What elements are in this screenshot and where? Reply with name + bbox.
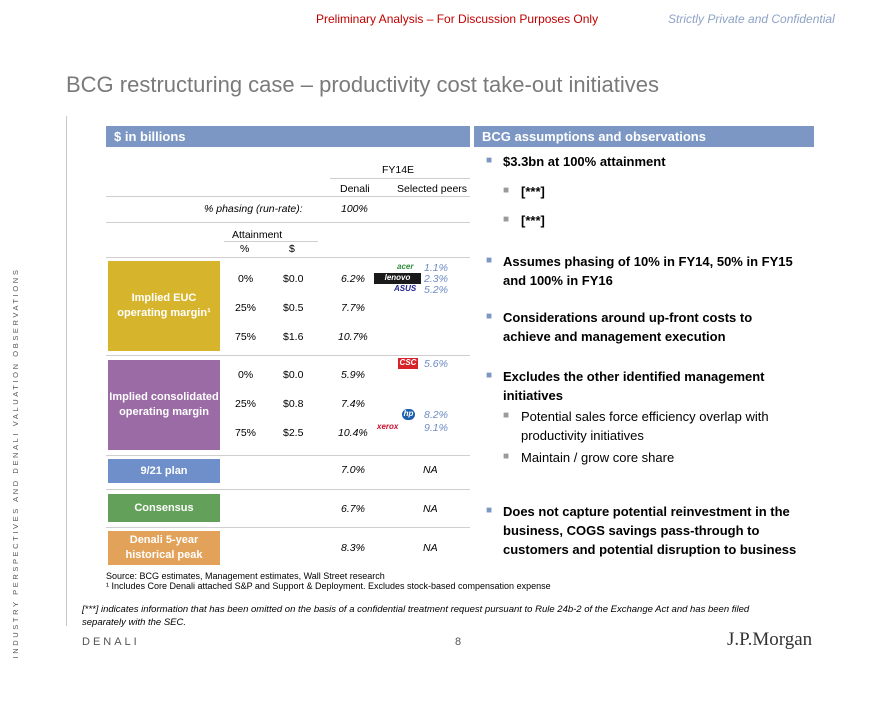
cons-rule bbox=[106, 455, 470, 456]
lenovo-logo-icon: lenovo bbox=[374, 273, 421, 284]
sub-bullet-icon: ■ bbox=[503, 451, 510, 462]
consensus-rule bbox=[106, 527, 470, 528]
plan-margin: 7.0% bbox=[341, 464, 365, 476]
cons-usd-1: $0.8 bbox=[283, 398, 304, 410]
peer-value-lenovo: 2.3% bbox=[424, 273, 448, 285]
peer-value-csc: 5.6% bbox=[424, 358, 448, 370]
col-peers: Selected peers bbox=[397, 183, 468, 195]
euc-margin-2: 10.7% bbox=[338, 331, 368, 343]
plan-rule bbox=[106, 489, 470, 490]
cons-margin-1: 7.4% bbox=[341, 398, 365, 410]
cons-pct-2: 75% bbox=[235, 427, 257, 439]
page-number: 8 bbox=[455, 636, 462, 648]
sub-rule bbox=[106, 257, 470, 258]
dollar-header: $ bbox=[289, 243, 295, 255]
plan-box: 9/21 plan bbox=[108, 459, 220, 483]
peer-value-acer: 1.1% bbox=[424, 262, 448, 274]
csc-logo-icon: CSC bbox=[399, 358, 417, 367]
pct-header: % bbox=[240, 243, 250, 255]
peak-margin: 8.3% bbox=[341, 542, 365, 554]
euc-usd-1: $0.5 bbox=[283, 302, 304, 314]
cons-pct-1: 25% bbox=[235, 398, 257, 410]
peak-peers: NA bbox=[423, 542, 438, 554]
hp-logo-icon: hp bbox=[403, 409, 414, 418]
xerox-logo-icon: xerox bbox=[377, 422, 399, 431]
phasing-rule bbox=[106, 222, 470, 223]
cons-margin-2: 10.4% bbox=[338, 427, 368, 439]
bullet-icon: ■ bbox=[486, 311, 493, 322]
peer-value-hp: 8.2% bbox=[424, 409, 448, 421]
consolidated-margin-box: Implied consolidated operating margin bbox=[108, 360, 220, 450]
consensus-box: Consensus bbox=[108, 494, 220, 522]
euc-pct-2: 75% bbox=[235, 331, 257, 343]
attainment-underline bbox=[224, 241, 318, 242]
acer-logo-icon: acer bbox=[397, 262, 414, 271]
euc-rule bbox=[106, 355, 470, 356]
euc-pct-1: 25% bbox=[235, 302, 257, 314]
phasing-label: % phasing (run-rate): bbox=[204, 203, 303, 215]
fy-label: FY14E bbox=[381, 164, 415, 176]
bullet-3: Considerations around up-front costs to achieve and management execution bbox=[503, 310, 753, 344]
euc-usd-2: $1.6 bbox=[283, 331, 304, 343]
asus-logo-icon: ASUS bbox=[394, 284, 417, 293]
jpmorgan-logo: J.P.Morgan bbox=[727, 629, 813, 650]
euc-margin-1: 7.7% bbox=[341, 302, 365, 314]
sub-bullet-icon: ■ bbox=[503, 214, 510, 225]
col-denali: Denali bbox=[340, 183, 370, 195]
omission-note: [***] indicates information that has been omitted on the basis of a confidential treatment request pursuant to Rule 24b-2 of the Exchange Act and has been filed separately with the SEC. bbox=[82, 604, 750, 628]
euc-margin-0: 6.2% bbox=[341, 273, 365, 285]
bullet-icon: ■ bbox=[486, 155, 493, 166]
bullet-icon: ■ bbox=[486, 505, 493, 516]
bullet-icon: ■ bbox=[486, 255, 493, 266]
cons-margin-0: 5.9% bbox=[341, 369, 365, 381]
bullet-1a: [***] bbox=[521, 184, 545, 199]
plan-peers: NA bbox=[423, 464, 438, 476]
attainment-label: Attainment bbox=[232, 229, 283, 241]
cons-usd-2: $2.5 bbox=[283, 427, 304, 439]
euc-margin-box: Implied EUC operating margin¹ bbox=[108, 261, 220, 351]
euc-usd-0: $0.0 bbox=[283, 273, 304, 285]
peer-value-xerox: 9.1% bbox=[424, 422, 448, 434]
bullet-5: Does not capture potential reinvestment in the business, COGS savings pass-through to customers and potential disruption to business bbox=[503, 504, 797, 557]
consensus-margin: 6.7% bbox=[341, 503, 365, 515]
bullet-1b: [***] bbox=[521, 213, 545, 228]
fy-underline bbox=[330, 178, 470, 179]
page-title: BCG restructuring case – productivity cost take-out initiatives bbox=[66, 72, 660, 97]
header-rule bbox=[106, 196, 470, 197]
sidebar-caption: INDUSTRY PERSPECTIVES AND DENALI VALUATION OBSERVATIONS bbox=[11, 267, 20, 659]
header-disclaimer: Preliminary Analysis – For Discussion Purposes Only bbox=[316, 12, 599, 26]
phasing-value: 100% bbox=[341, 203, 368, 215]
divider-line bbox=[66, 116, 67, 626]
footnote: ¹ Includes Core Denali attached S&P and Support & Deployment. Excludes stock-based compensation expense bbox=[106, 581, 551, 591]
consensus-peers: NA bbox=[423, 503, 438, 515]
bullet-4a: Potential sales force efficiency overlap with productivity initiatives bbox=[521, 409, 769, 443]
bullet-4b: Maintain / grow core share bbox=[521, 450, 675, 465]
sub-bullet-icon: ■ bbox=[503, 185, 510, 196]
peer-value-asus: 5.2% bbox=[424, 284, 448, 296]
footer-company: DENALI bbox=[82, 636, 140, 648]
historical-peak-box: Denali 5-year historical peak bbox=[108, 531, 220, 565]
cons-usd-0: $0.0 bbox=[283, 369, 304, 381]
sub-bullet-icon: ■ bbox=[503, 410, 510, 421]
cons-pct-0: 0% bbox=[238, 369, 254, 381]
right-panel-header: BCG assumptions and observations bbox=[474, 126, 814, 147]
bullet-4: Excludes the other identified management initiatives bbox=[503, 369, 765, 403]
header-confidential: Strictly Private and Confidential bbox=[668, 12, 835, 26]
euc-pct-0: 0% bbox=[238, 273, 254, 285]
source-note: Source: BCG estimates, Management estimates, Wall Street research bbox=[106, 571, 385, 581]
left-panel-header: $ in billions bbox=[106, 126, 470, 147]
bullet-2: Assumes phasing of 10% in FY14, 50% in FY15 and 100% in FY16 bbox=[503, 254, 793, 288]
bullet-1: $3.3bn at 100% attainment bbox=[503, 154, 666, 169]
bullet-icon: ■ bbox=[486, 370, 493, 381]
